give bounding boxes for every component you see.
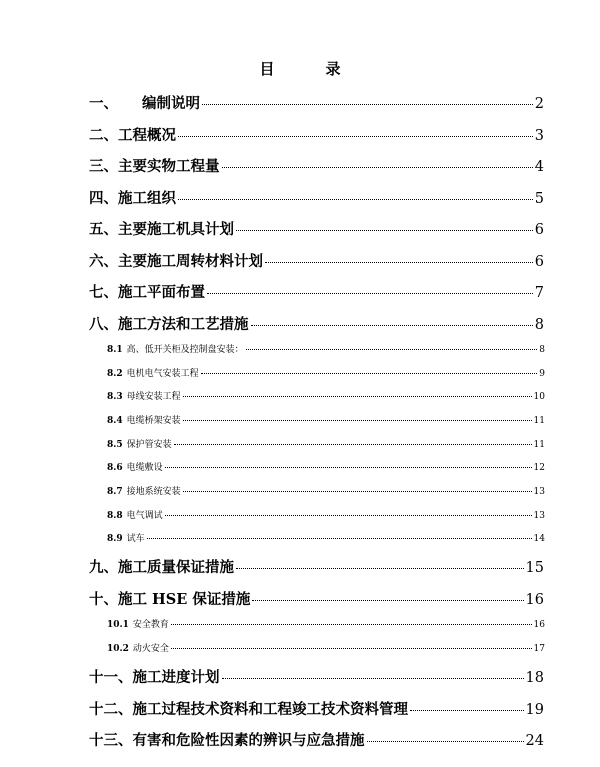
dot-leader bbox=[222, 678, 524, 679]
toc-entry-label: 电气调试 bbox=[126, 511, 163, 521]
toc-entry-page-number: 5 bbox=[534, 191, 544, 207]
toc-entry-page-number: 17 bbox=[533, 644, 545, 654]
toc-entry-page-number: 3 bbox=[534, 128, 544, 144]
dot-leader bbox=[207, 293, 533, 294]
toc-entry[interactable] bbox=[89, 666, 544, 687]
toc-entry-label: 高、低开关柜及控制盘安装： bbox=[126, 345, 244, 355]
toc-entry-label: 十一、施工进度计划 bbox=[89, 669, 220, 686]
toc-entry-number: 10.1 bbox=[107, 620, 129, 630]
toc-entry[interactable] bbox=[89, 588, 544, 609]
dot-leader bbox=[222, 167, 533, 168]
toc-entry[interactable] bbox=[89, 281, 544, 302]
toc-entry-label: 电机电气安装工程 bbox=[126, 369, 199, 379]
toc-entry-number: 8.4 bbox=[107, 416, 123, 426]
toc-entry-page-number: 10 bbox=[533, 392, 545, 402]
toc-entry[interactable] bbox=[89, 92, 544, 113]
dot-leader bbox=[246, 349, 538, 350]
toc-entry-page-number: 12 bbox=[533, 463, 545, 473]
toc-entry[interactable] bbox=[89, 729, 544, 750]
toc-entry-page-number: 4 bbox=[534, 159, 544, 175]
dot-leader bbox=[202, 104, 533, 105]
toc-entry-number: 一、 bbox=[89, 95, 118, 112]
toc-entry-label: 九、施工质量保证措施 bbox=[89, 559, 234, 576]
dot-leader bbox=[183, 420, 532, 421]
toc-entry[interactable] bbox=[107, 437, 545, 450]
toc-entry-label: 十、施工 HSE 保证措施 bbox=[89, 591, 251, 608]
toc-entry-page-number: 24 bbox=[525, 733, 544, 749]
dot-leader bbox=[183, 396, 532, 397]
toc-entry-label: 试车 bbox=[126, 534, 145, 544]
toc-entry[interactable] bbox=[89, 187, 544, 208]
toc-entry-page-number: 9 bbox=[539, 369, 545, 379]
toc-entry-label: 五、主要施工机具计划 bbox=[89, 221, 234, 238]
dot-leader bbox=[265, 262, 533, 263]
toc-entry-number: 8.8 bbox=[107, 511, 123, 521]
toc-entry-number: 8.2 bbox=[107, 369, 123, 379]
toc-entry[interactable] bbox=[107, 617, 545, 630]
dot-leader bbox=[165, 515, 532, 516]
toc-entry-number: 8.9 bbox=[107, 534, 123, 544]
dot-leader bbox=[171, 648, 532, 649]
toc-entry[interactable] bbox=[107, 508, 545, 521]
dot-leader bbox=[174, 444, 532, 445]
toc-entry-label: 编制说明 bbox=[142, 95, 200, 112]
toc-entry[interactable] bbox=[107, 484, 545, 497]
toc-entry-label: 二、工程概况 bbox=[89, 127, 176, 144]
toc-entry-page-number: 14 bbox=[533, 534, 545, 544]
toc-entry-number: 8.1 bbox=[107, 345, 123, 355]
dot-leader bbox=[367, 741, 524, 742]
toc-entry-page-number: 7 bbox=[534, 285, 544, 301]
toc-entry[interactable] bbox=[89, 155, 544, 176]
toc-entry[interactable] bbox=[89, 698, 544, 719]
toc-entry-page-number: 6 bbox=[534, 254, 544, 270]
toc-entry-label: 保护管安装 bbox=[126, 440, 172, 450]
dot-leader bbox=[236, 230, 533, 231]
toc-entry-label: 电缆敷设 bbox=[126, 463, 163, 473]
toc-entry-page-number: 19 bbox=[525, 702, 544, 718]
dot-leader bbox=[183, 491, 532, 492]
toc-entry-label: 电缆桥架安装 bbox=[126, 416, 181, 426]
toc-entry-page-number: 13 bbox=[533, 487, 545, 497]
toc-entry-number: 8.3 bbox=[107, 392, 123, 402]
toc-entry[interactable] bbox=[107, 460, 545, 473]
dot-leader bbox=[410, 710, 524, 711]
toc-entry-page-number: 16 bbox=[525, 592, 544, 608]
toc-entry-page-number: 15 bbox=[525, 560, 544, 576]
dot-leader bbox=[147, 538, 532, 539]
toc-entry-page-number: 18 bbox=[525, 670, 544, 686]
toc-entry[interactable] bbox=[107, 366, 545, 379]
toc-entry[interactable] bbox=[107, 641, 545, 654]
toc-entry-label: 七、施工平面布置 bbox=[89, 284, 205, 301]
toc-entry-number: 8.7 bbox=[107, 487, 123, 497]
toc-entry-number: 8.6 bbox=[107, 463, 123, 473]
dot-leader bbox=[178, 199, 533, 200]
toc-entry-label: 六、主要施工周转材料计划 bbox=[89, 253, 263, 270]
toc-entry-page-number: 2 bbox=[534, 96, 544, 112]
toc-entry[interactable] bbox=[89, 556, 544, 577]
toc-entry-page-number: 13 bbox=[533, 511, 545, 521]
toc-entry-label: 八、施工方法和工艺措施 bbox=[89, 316, 249, 333]
toc-entry-label: 母线安装工程 bbox=[126, 392, 181, 402]
toc-entry-page-number: 11 bbox=[533, 416, 545, 426]
toc-entry-number: 8.5 bbox=[107, 440, 123, 450]
toc-entry[interactable] bbox=[89, 313, 544, 334]
toc-entry-label: 四、施工组织 bbox=[89, 190, 176, 207]
toc-entry-page-number: 8 bbox=[534, 317, 544, 333]
toc-entry-label: 三、主要实物工程量 bbox=[89, 158, 220, 175]
toc-entry[interactable] bbox=[89, 218, 544, 239]
toc-entry[interactable] bbox=[107, 389, 545, 402]
toc-entry[interactable] bbox=[107, 342, 545, 355]
dot-leader bbox=[251, 325, 533, 326]
toc-entry-number: 10.2 bbox=[107, 644, 129, 654]
toc-entry-label: 动火安全 bbox=[132, 644, 169, 654]
dot-leader bbox=[165, 467, 532, 468]
toc-entry[interactable] bbox=[107, 531, 545, 544]
toc-entry[interactable] bbox=[107, 413, 545, 426]
toc-title: 目 录 bbox=[259, 60, 359, 78]
toc-entry-label: 十二、施工过程技术资料和工程竣工技术资料管理 bbox=[89, 701, 408, 718]
dot-leader bbox=[236, 568, 524, 569]
dot-leader bbox=[201, 373, 538, 374]
dot-leader bbox=[252, 600, 523, 601]
toc-entry-page-number: 16 bbox=[533, 620, 545, 630]
toc-entry-label: 安全教育 bbox=[132, 620, 169, 630]
dot-leader bbox=[171, 624, 532, 625]
toc-entry-label: 十三、有害和危险性因素的辨识与应急措施 bbox=[89, 732, 365, 749]
toc-entry[interactable] bbox=[89, 250, 544, 271]
toc-entry-page-number: 6 bbox=[534, 222, 544, 238]
toc-entry-page-number: 11 bbox=[533, 440, 545, 450]
toc-entry[interactable] bbox=[89, 124, 544, 145]
toc-entry-page-number: 8 bbox=[539, 345, 545, 355]
dot-leader bbox=[178, 136, 533, 137]
toc-entry-label: 接地系统安装 bbox=[126, 487, 181, 497]
